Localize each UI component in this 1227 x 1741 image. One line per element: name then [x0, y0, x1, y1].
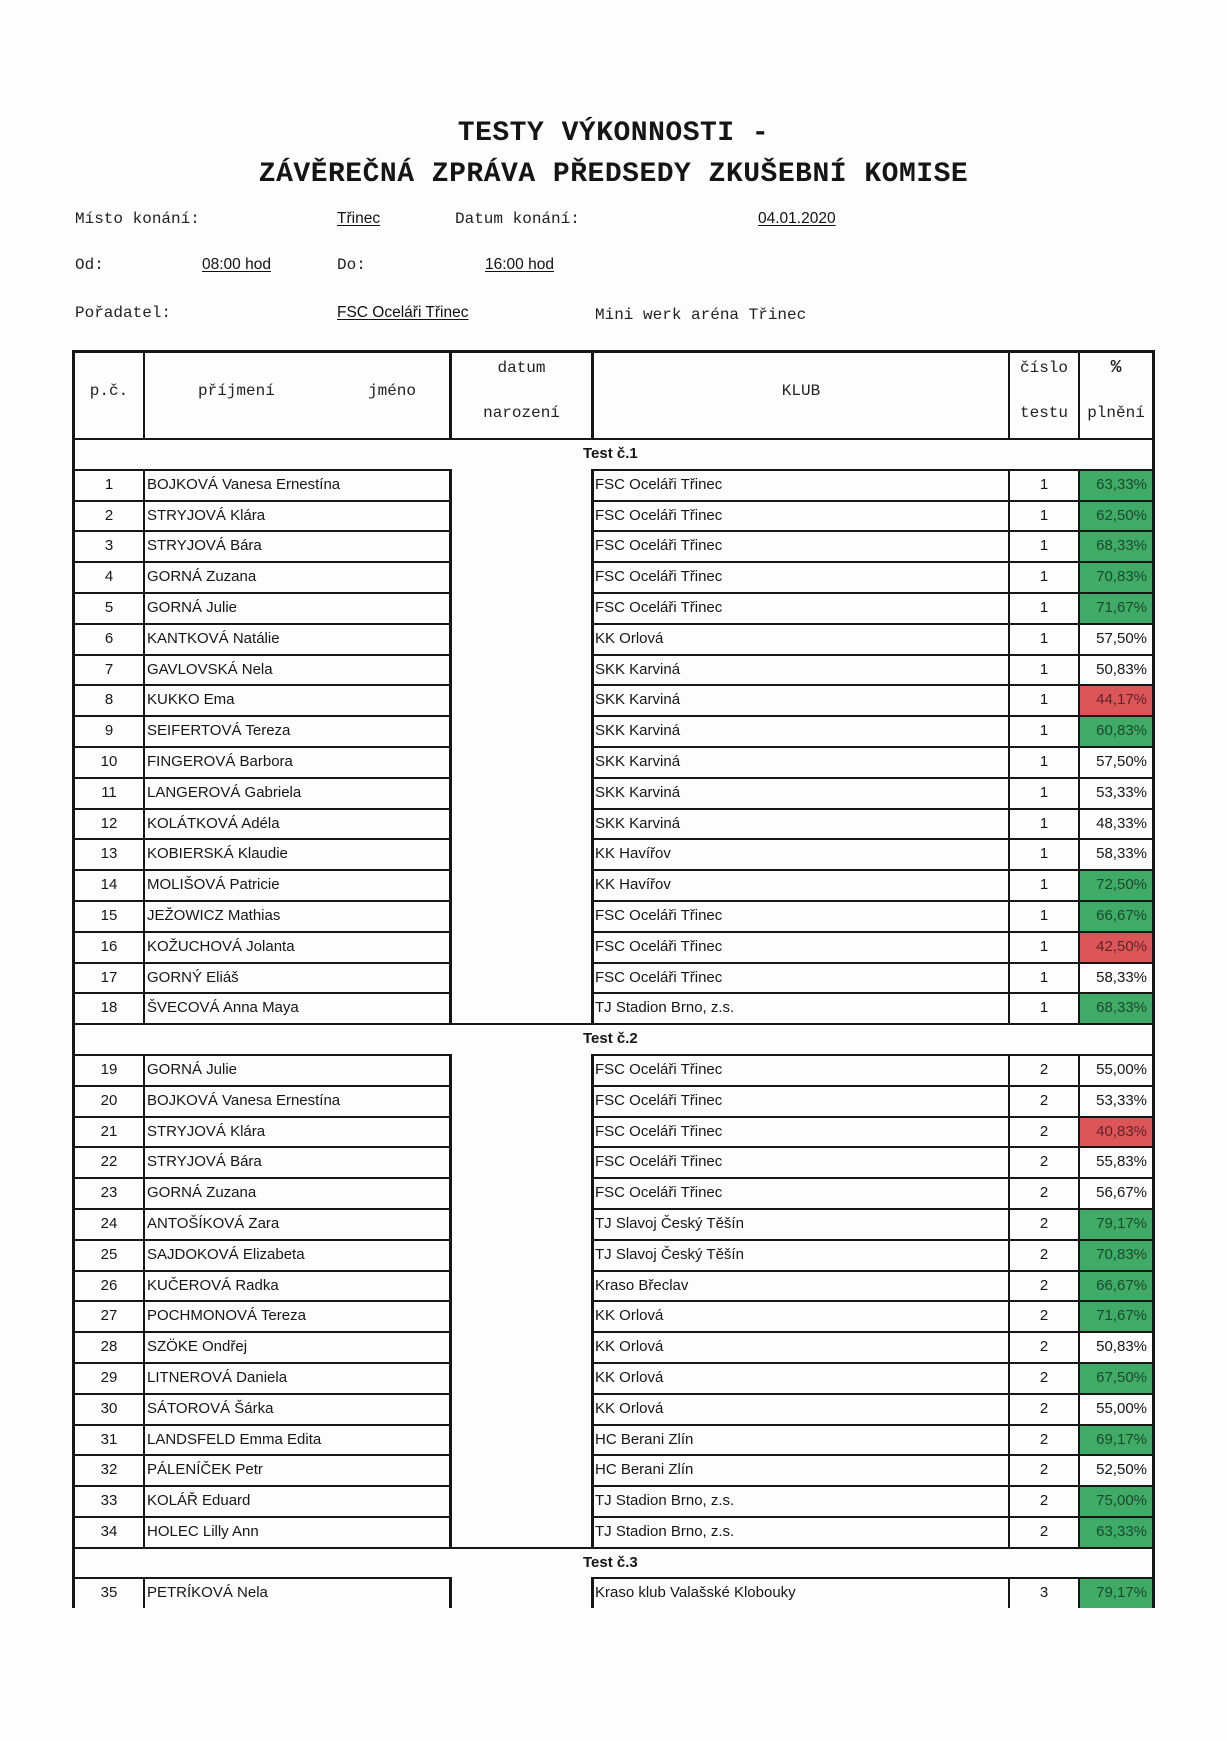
table-row: [72, 777, 1155, 808]
birth-date-cell: [452, 1362, 591, 1393]
row-number: 31: [72, 1424, 143, 1455]
athlete-name: PÁLENÍČEK Petr: [143, 1454, 452, 1485]
birth-date-cell: [452, 1393, 591, 1424]
club-name: SKK Karviná: [591, 777, 1008, 808]
section-title: Test č.2: [583, 1030, 638, 1048]
row-number: 11: [72, 777, 143, 808]
table-row: [72, 1208, 1155, 1239]
place-label: Místo konání:: [75, 210, 200, 228]
club-name: TJ Slavoj Český Těšín: [591, 1239, 1008, 1270]
athlete-name: BOJKOVÁ Vanesa Ernestína: [143, 469, 452, 500]
club-name: HC Berani Zlín: [591, 1424, 1008, 1455]
club-name: KK Orlová: [591, 623, 1008, 654]
test-number: 1: [1008, 592, 1078, 623]
row-number: 35: [72, 1577, 143, 1608]
score-percent: 53,33%: [1078, 1085, 1155, 1116]
row-number: 5: [72, 592, 143, 623]
header-test-line2: testu: [1019, 404, 1068, 422]
score-percent: 57,50%: [1078, 623, 1155, 654]
score-percent: 50,83%: [1078, 1331, 1155, 1362]
row-number: 29: [72, 1362, 143, 1393]
table-row: [72, 1424, 1155, 1455]
table-row: [72, 1239, 1155, 1270]
row-number: 4: [72, 561, 143, 592]
athlete-name: STRYJOVÁ Klára: [143, 500, 452, 531]
table-row: [72, 592, 1155, 623]
test-number: 1: [1008, 530, 1078, 561]
row-number: 17: [72, 962, 143, 993]
row-number: 26: [72, 1270, 143, 1301]
score-percent: 66,67%: [1078, 1270, 1155, 1301]
club-name: FSC Oceláři Třinec: [591, 530, 1008, 561]
club-name: FSC Oceláři Třinec: [591, 931, 1008, 962]
birth-date-cell: [452, 931, 591, 962]
club-name: TJ Stadion Brno, z.s.: [591, 992, 1008, 1023]
birth-date-cell: [452, 1177, 591, 1208]
club-name: FSC Oceláři Třinec: [591, 561, 1008, 592]
test-number: 1: [1008, 561, 1078, 592]
score-percent: 40,83%: [1078, 1116, 1155, 1147]
table-row: [72, 838, 1155, 869]
club-name: KK Orlová: [591, 1300, 1008, 1331]
header-name: [143, 350, 452, 438]
score-percent: 63,33%: [1078, 469, 1155, 500]
test-number: 3: [1008, 1577, 1078, 1608]
table-row: [72, 1393, 1155, 1424]
birth-date-cell: [452, 1577, 591, 1608]
club-name: FSC Oceláři Třinec: [591, 500, 1008, 531]
table-row: [72, 900, 1155, 931]
test-number: 2: [1008, 1331, 1078, 1362]
birth-date-cell: [452, 530, 591, 561]
test-number: 2: [1008, 1270, 1078, 1301]
header-birth-date: [452, 350, 591, 438]
score-percent: 58,33%: [1078, 838, 1155, 869]
birth-date-cell: [452, 1516, 591, 1547]
table-row: [72, 1177, 1155, 1208]
section-header-row: [72, 438, 1155, 469]
table-row: [72, 1270, 1155, 1301]
score-percent: 66,67%: [1078, 900, 1155, 931]
to-label: Do:: [337, 256, 366, 274]
score-percent: 63,33%: [1078, 1516, 1155, 1547]
section-title: Test č.3: [583, 1553, 638, 1571]
header-score: [1078, 350, 1155, 438]
birth-date-cell: [452, 1054, 591, 1085]
row-number: 27: [72, 1300, 143, 1331]
test-number: 1: [1008, 469, 1078, 500]
club-name: SKK Karviná: [591, 654, 1008, 685]
club-name: KK Orlová: [591, 1393, 1008, 1424]
club-name: FSC Oceláři Třinec: [591, 592, 1008, 623]
table-row: [72, 1300, 1155, 1331]
test-number: 1: [1008, 838, 1078, 869]
table-row: [72, 1116, 1155, 1147]
club-name: TJ Stadion Brno, z.s.: [591, 1516, 1008, 1547]
report-title: TESTY VÝKONNOSTI -: [457, 118, 770, 149]
score-percent: 57,50%: [1078, 746, 1155, 777]
row-number: 3: [72, 530, 143, 561]
score-percent: 58,33%: [1078, 962, 1155, 993]
test-number: 2: [1008, 1054, 1078, 1085]
header-number-label: p.č.: [89, 382, 129, 400]
row-number: 13: [72, 838, 143, 869]
athlete-name: KANTKOVÁ Natálie: [143, 623, 452, 654]
test-number: 2: [1008, 1239, 1078, 1270]
birth-date-cell: [452, 1454, 591, 1485]
birth-date-cell: [452, 1485, 591, 1516]
row-number: 21: [72, 1116, 143, 1147]
row-number: 25: [72, 1239, 143, 1270]
birth-date-cell: [452, 962, 591, 993]
athlete-name: GORNÁ Julie: [143, 1054, 452, 1085]
club-name: KK Havířov: [591, 838, 1008, 869]
header-club: [591, 350, 1008, 438]
score-percent: 50,83%: [1078, 654, 1155, 685]
athlete-name: JEŽOWICZ Mathias: [143, 900, 452, 931]
test-number: 1: [1008, 962, 1078, 993]
test-number: 1: [1008, 654, 1078, 685]
test-number: 1: [1008, 931, 1078, 962]
header-birth-date-line2: narození: [483, 404, 560, 422]
row-number: 34: [72, 1516, 143, 1547]
from-label: Od:: [75, 256, 104, 274]
birth-date-cell: [452, 1270, 591, 1301]
athlete-name: KOLÁTKOVÁ Adéla: [143, 808, 452, 839]
header-club-label: KLUB: [781, 382, 821, 400]
club-name: FSC Oceláři Třinec: [591, 900, 1008, 931]
score-percent: 52,50%: [1078, 1454, 1155, 1485]
score-percent: 79,17%: [1078, 1208, 1155, 1239]
section-title: Test č.1: [583, 445, 638, 462]
header-test-line1: číslo: [1019, 359, 1068, 377]
club-name: KK Orlová: [591, 1362, 1008, 1393]
club-name: SKK Karviná: [591, 808, 1008, 839]
birth-date-cell: [452, 992, 591, 1023]
row-number: 8: [72, 684, 143, 715]
row-number: 6: [72, 623, 143, 654]
test-number: 2: [1008, 1516, 1078, 1547]
birth-date-cell: [452, 746, 591, 777]
test-number: 1: [1008, 992, 1078, 1023]
section-header-row: [72, 1547, 1155, 1578]
test-number: 2: [1008, 1177, 1078, 1208]
club-name: SKK Karviná: [591, 746, 1008, 777]
row-number: 19: [72, 1054, 143, 1085]
athlete-name: GAVLOVSKÁ Nela: [143, 654, 452, 685]
athlete-name: SZÖKE Ondřej: [143, 1331, 452, 1362]
birth-date-cell: [452, 592, 591, 623]
row-number: 16: [72, 931, 143, 962]
club-name: TJ Stadion Brno, z.s.: [591, 1485, 1008, 1516]
club-name: HC Berani Zlín: [591, 1454, 1008, 1485]
header-first-name-label: jméno: [368, 382, 417, 400]
athlete-name: GORNÝ Eliáš: [143, 962, 452, 993]
athlete-name: ŠVECOVÁ Anna Maya: [143, 992, 452, 1023]
row-number: 9: [72, 715, 143, 746]
club-name: TJ Slavoj Český Těšín: [591, 1208, 1008, 1239]
athlete-name: KOŽUCHOVÁ Jolanta: [143, 931, 452, 962]
table-row: [72, 1454, 1155, 1485]
athlete-name: KOLÁŘ Eduard: [143, 1485, 452, 1516]
row-number: 23: [72, 1177, 143, 1208]
table-row: [72, 1516, 1155, 1547]
score-percent: 44,17%: [1078, 684, 1155, 715]
table-row: [72, 561, 1155, 592]
club-name: KK Havířov: [591, 869, 1008, 900]
athlete-name: LANDSFELD Emma Edita: [143, 1424, 452, 1455]
table-row: [72, 962, 1155, 993]
place-value: Třinec: [337, 210, 381, 227]
table-row: [72, 715, 1155, 746]
table-row: [72, 1485, 1155, 1516]
score-percent: 68,33%: [1078, 992, 1155, 1023]
row-number: 30: [72, 1393, 143, 1424]
organizer-label: Pořadatel:: [75, 304, 172, 322]
row-number: 12: [72, 808, 143, 839]
test-number: 2: [1008, 1454, 1078, 1485]
birth-date-cell: [452, 838, 591, 869]
table-row: [72, 1054, 1155, 1085]
test-number: 2: [1008, 1393, 1078, 1424]
test-number: 1: [1008, 715, 1078, 746]
athlete-name: POCHMONOVÁ Tereza: [143, 1300, 452, 1331]
table-row: [72, 1362, 1155, 1393]
birth-date-cell: [452, 715, 591, 746]
score-percent: 79,17%: [1078, 1577, 1155, 1608]
score-percent: 56,67%: [1078, 1177, 1155, 1208]
table-row: [72, 931, 1155, 962]
athlete-name: LANGEROVÁ Gabriela: [143, 777, 452, 808]
athlete-name: HOLEC Lilly Ann: [143, 1516, 452, 1547]
athlete-name: PETRÍKOVÁ Nela: [143, 1577, 452, 1608]
table-row: [72, 1085, 1155, 1116]
test-number: 1: [1008, 684, 1078, 715]
birth-date-cell: [452, 1146, 591, 1177]
table-row: [72, 623, 1155, 654]
athlete-name: LITNEROVÁ Daniela: [143, 1362, 452, 1393]
date-value: 04.01.2020: [758, 210, 836, 227]
test-number: 2: [1008, 1208, 1078, 1239]
table-row: [72, 654, 1155, 685]
row-number: 18: [72, 992, 143, 1023]
test-number: 1: [1008, 623, 1078, 654]
venue-text: Mini werk aréna Třinec: [595, 306, 807, 324]
row-number: 28: [72, 1331, 143, 1362]
row-number: 20: [72, 1085, 143, 1116]
section-header-row: [72, 1023, 1155, 1054]
row-number: 7: [72, 654, 143, 685]
table-row: [72, 1577, 1155, 1608]
row-number: 2: [72, 500, 143, 531]
header-birth-date-line1: datum: [497, 359, 546, 377]
athlete-name: GORNÁ Zuzana: [143, 1177, 452, 1208]
table-row: [72, 530, 1155, 561]
row-number: 24: [72, 1208, 143, 1239]
athlete-name: KOBIERSKÁ Klaudie: [143, 838, 452, 869]
athlete-name: GORNÁ Julie: [143, 592, 452, 623]
table-body: [72, 438, 1155, 1608]
club-name: SKK Karviná: [591, 684, 1008, 715]
athlete-name: STRYJOVÁ Bára: [143, 530, 452, 561]
birth-date-cell: [452, 684, 591, 715]
table-row: [72, 746, 1155, 777]
table-row: [72, 1331, 1155, 1362]
birth-date-cell: [452, 777, 591, 808]
birth-date-cell: [452, 623, 591, 654]
table-row: [72, 684, 1155, 715]
row-number: 15: [72, 900, 143, 931]
score-percent: 42,50%: [1078, 931, 1155, 962]
score-percent: 75,00%: [1078, 1485, 1155, 1516]
test-number: 1: [1008, 777, 1078, 808]
club-name: FSC Oceláři Třinec: [591, 962, 1008, 993]
score-percent: 48,33%: [1078, 808, 1155, 839]
table-row: [72, 808, 1155, 839]
club-name: KK Orlová: [591, 1331, 1008, 1362]
score-percent: 60,83%: [1078, 715, 1155, 746]
score-percent: 71,67%: [1078, 1300, 1155, 1331]
row-number: 22: [72, 1146, 143, 1177]
score-percent: 68,33%: [1078, 530, 1155, 561]
club-name: FSC Oceláři Třinec: [591, 1146, 1008, 1177]
results-table: [72, 350, 1155, 1608]
header-score-line2: plnění: [1087, 404, 1145, 422]
table-row: [72, 992, 1155, 1023]
birth-date-cell: [452, 869, 591, 900]
birth-date-cell: [452, 500, 591, 531]
test-number: 2: [1008, 1485, 1078, 1516]
score-percent: 55,83%: [1078, 1146, 1155, 1177]
score-percent: 55,00%: [1078, 1054, 1155, 1085]
athlete-name: GORNÁ Zuzana: [143, 561, 452, 592]
header-score-line1: %: [1110, 358, 1122, 378]
test-number: 2: [1008, 1085, 1078, 1116]
athlete-name: STRYJOVÁ Bára: [143, 1146, 452, 1177]
athlete-name: SAJDOKOVÁ Elizabeta: [143, 1239, 452, 1270]
club-name: FSC Oceláři Třinec: [591, 1116, 1008, 1147]
report-subtitle: ZÁVĚREČNÁ ZPRÁVA PŘEDSEDY ZKUŠEBNÍ KOMISE: [258, 159, 969, 190]
athlete-name: BOJKOVÁ Vanesa Ernestína: [143, 1085, 452, 1116]
birth-date-cell: [452, 1424, 591, 1455]
club-name: FSC Oceláři Třinec: [591, 1054, 1008, 1085]
club-name: SKK Karviná: [591, 715, 1008, 746]
birth-date-cell: [452, 900, 591, 931]
score-percent: 71,67%: [1078, 592, 1155, 623]
to-value: 16:00 hod: [485, 256, 554, 273]
athlete-name: MOLIŠOVÁ Patricie: [143, 869, 452, 900]
birth-date-cell: [452, 1331, 591, 1362]
score-percent: 70,83%: [1078, 561, 1155, 592]
date-label: Datum konání:: [455, 210, 580, 228]
from-value: 08:00 hod: [202, 256, 271, 273]
test-number: 1: [1008, 900, 1078, 931]
test-number: 1: [1008, 746, 1078, 777]
athlete-name: FINGEROVÁ Barbora: [143, 746, 452, 777]
birth-date-cell: [452, 1116, 591, 1147]
row-number: 33: [72, 1485, 143, 1516]
birth-date-cell: [452, 1085, 591, 1116]
athlete-name: KUKKO Ema: [143, 684, 452, 715]
club-name: Kraso klub Valašské Klobouky: [591, 1577, 1008, 1608]
header-test-number: [1008, 350, 1078, 438]
athlete-name: SÁTOROVÁ Šárka: [143, 1393, 452, 1424]
score-percent: 72,50%: [1078, 869, 1155, 900]
score-percent: 69,17%: [1078, 1424, 1155, 1455]
organizer-value: FSC Oceláři Třinec: [337, 304, 469, 321]
score-percent: 67,50%: [1078, 1362, 1155, 1393]
header-surname-label: příjmení: [198, 382, 275, 400]
score-percent: 53,33%: [1078, 777, 1155, 808]
table-header: [72, 350, 1155, 438]
score-percent: 55,00%: [1078, 1393, 1155, 1424]
birth-date-cell: [452, 469, 591, 500]
row-number: 32: [72, 1454, 143, 1485]
athlete-name: STRYJOVÁ Klára: [143, 1116, 452, 1147]
test-number: 2: [1008, 1300, 1078, 1331]
birth-date-cell: [452, 1239, 591, 1270]
athlete-name: SEIFERTOVÁ Tereza: [143, 715, 452, 746]
table-row: [72, 500, 1155, 531]
header-number: [72, 350, 143, 438]
birth-date-cell: [452, 808, 591, 839]
test-number: 2: [1008, 1116, 1078, 1147]
birth-date-cell: [452, 1300, 591, 1331]
test-number: 2: [1008, 1424, 1078, 1455]
athlete-name: KUČEROVÁ Radka: [143, 1270, 452, 1301]
table-row: [72, 869, 1155, 900]
score-percent: 62,50%: [1078, 500, 1155, 531]
test-number: 1: [1008, 808, 1078, 839]
club-name: FSC Oceláři Třinec: [591, 1085, 1008, 1116]
athlete-name: ANTOŠÍKOVÁ Zara: [143, 1208, 452, 1239]
birth-date-cell: [452, 561, 591, 592]
row-number: 1: [72, 469, 143, 500]
club-name: Kraso Břeclav: [591, 1270, 1008, 1301]
test-number: 1: [1008, 500, 1078, 531]
birth-date-cell: [452, 1208, 591, 1239]
row-number: 10: [72, 746, 143, 777]
birth-date-cell: [452, 654, 591, 685]
table-row: [72, 1146, 1155, 1177]
row-number: 14: [72, 869, 143, 900]
test-number: 2: [1008, 1146, 1078, 1177]
club-name: FSC Oceláři Třinec: [591, 1177, 1008, 1208]
test-number: 2: [1008, 1362, 1078, 1393]
score-percent: 70,83%: [1078, 1239, 1155, 1270]
club-name: FSC Oceláři Třinec: [591, 469, 1008, 500]
table-row: [72, 469, 1155, 500]
test-number: 1: [1008, 869, 1078, 900]
